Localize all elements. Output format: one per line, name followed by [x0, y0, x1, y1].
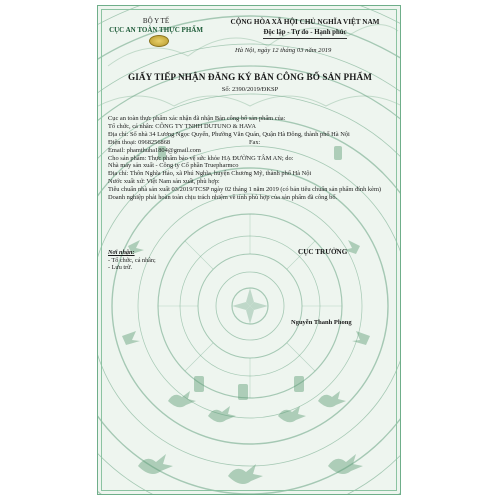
signer-name: Nguyễn Thanh Phong [291, 319, 352, 326]
document-number: Số: 2390/2019/ĐKSP [221, 86, 279, 93]
document-title: GIẤY TIẾP NHẬN ĐĂNG KÝ BẢN CÔNG BỐ SẢN PHẨM [128, 72, 372, 82]
contact-line [108, 139, 392, 147]
national-motto: Độc lập - Tự do - Hạnh phúc [263, 28, 346, 39]
national-header [212, 17, 398, 39]
organization-line: Tổ chức, cá nhân: CÔNG TY TNHH DUTUNO & HAVA [108, 122, 256, 130]
ministry-name: BỘ Y TẾ [142, 17, 170, 25]
phone-line: Điện thoại: 0968256868 [108, 138, 171, 146]
director-title: CỤC TRƯỞNG [298, 248, 348, 256]
product-line: Cho sản phẩm: Thực phẩm bảo vệ sức khỏe HẠ ĐƯỜNG TÂM AN; do: [108, 154, 294, 162]
issue-date: Hà Nội, ngày 12 tháng 03 năm 2019 [235, 47, 332, 54]
agency-logo-icon [149, 35, 169, 47]
recipients-label: Nơi nhận: [108, 249, 135, 256]
recipient-item: - Tổ chức, cá nhân; [108, 256, 156, 264]
recipient-item: - Lưu trữ. [108, 264, 133, 272]
standard-line: Tiêu chuẩn nhà sản xuất 03/2019/TCSP ngày 02 tháng 1 năm 2019 (có bản tiêu chuẩn sản phẩm đính kèm) [108, 186, 382, 194]
factory-address-line: Địa chỉ: Thôn Nghĩa Hảo, xã Phú Nghĩa, huyện Chương Mỹ, thành phố Hà Nội [108, 170, 312, 178]
document-body [108, 115, 392, 202]
registration-certificate [97, 5, 401, 495]
origin-line: Nước xuất xứ: Việt Nam sản xuất, phù hợp: [108, 178, 220, 186]
issuer-header [104, 17, 208, 35]
email-line: Email: phamthuha1804@gmail.com [108, 146, 201, 154]
manufacturer-line: Nhà máy sản xuất - Công ty Cổ phần Truepharmco [108, 162, 239, 170]
intro-line: Cục an toàn thực phẩm xác nhận đã nhận Bản công bố sản phẩm của: [108, 115, 286, 122]
country-name: CỘNG HÒA XÃ HỘI CHỦ NGHĨA VIỆT NAM [230, 18, 380, 26]
fax-line: Fax: [249, 138, 261, 146]
recipients-block [108, 249, 156, 272]
commitment-line: Doanh nghiệp phải hoàn toàn chịu trách nhiệm về tính phù hợp của sản phẩm đã công bố. [108, 194, 338, 202]
agency-name: CỤC AN TOÀN THỰC PHẨM [109, 26, 203, 34]
address-line: Địa chỉ: Số nhà 34 Lương Ngọc Quyến, Phường Văn Quán, Quận Hà Đông, thành phố Hà Nội [108, 130, 350, 138]
